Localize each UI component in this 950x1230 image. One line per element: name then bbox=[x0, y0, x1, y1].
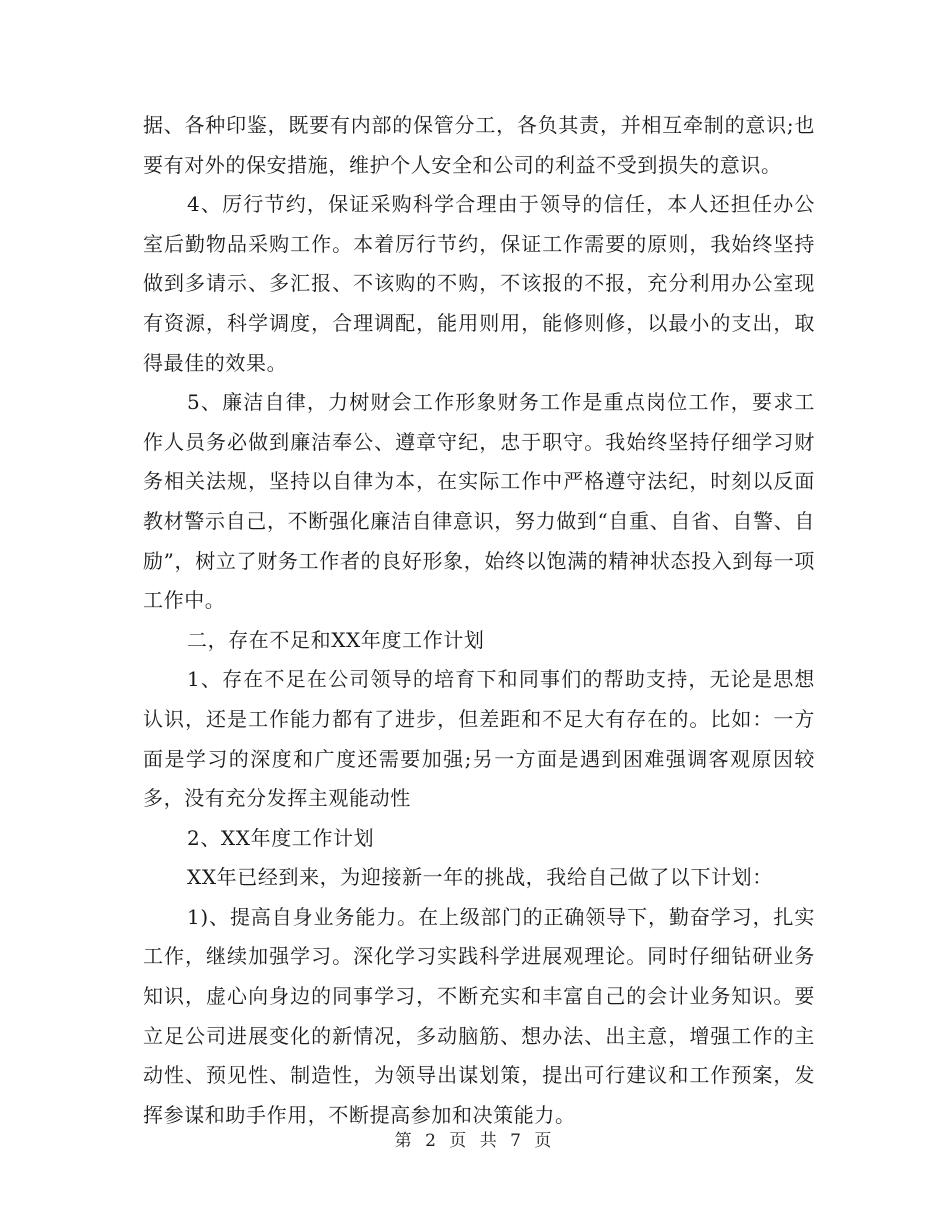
paragraph-continuation: 据、各种印鉴，既要有内部的保管分工，各负其责，并相互牵制的意识;也要有对外的保安措施，维护个人安全和公司的利益不受到损失的意识。 bbox=[143, 113, 815, 177]
page-footer: 第 2 页 共 7 页 bbox=[394, 1131, 556, 1151]
paragraph-item-5: 5、廉洁自律，力树财会工作形象财务工作是重点岗位工作，要求工作人员务必做到廉洁奉公、遵章守纪，忠于职守。我始终坚持仔细学习财务相关法规，坚持以自律为本，在实际工作中严格遵守法纪，时刻以反面教材警示自己，不断强化廉洁自律意识，努力做到“自重、自省、自警、自励”，树立了财务工作者的良好形象，始终以饱满的精神状态投入到每一项工作中。 bbox=[143, 390, 815, 613]
paragraph-item-4: 4、厉行节约，保证采购科学合理由于领导的信任，本人还担任办公室后勤物品采购工作。本着厉行节约，保证工作需要的原则，我始终坚持做到多请示、多汇报、不该购的不购，不该报的不报，充分利用办公室现有资源，科学调度，合理调配，能用则用，能修则修，以最小的支出，取得最佳的效果。 bbox=[143, 192, 815, 375]
subheading-work-plan: 2、XX年度工作计划 bbox=[187, 825, 375, 850]
paragraph-shortcomings: 1、存在不足在公司领导的培育下和同事们的帮助支持，无论是思想认识，还是工作能力都有了进步，但差距和不足大有存在的。比如：一方面是学习的深度和广度还需要加强;另一方面是遇到困难强调客观原因较多，没有充分发挥主观能动性 bbox=[143, 667, 815, 811]
paragraph-plan-item-1: 1)、提高自身业务能力。在上级部门的正确领导下，勤奋学习，扎实工作，继续加强学习。深化学习实践科学进展观理论。同时仔细钻研业务知识，虚心向身边的同事学习，不断充实和丰富自己的会计业务知识。要立足公司进展变化的新情况，多动脑筋、想办法、出主意，增强工作的主动性、预见性、制造性，为领导出谋划策，提出可行建议和工作预案，发挥参谋和助手作用，不断提高参加和决策能力。 bbox=[143, 904, 815, 1127]
page-body bbox=[143, 106, 815, 1135]
section-heading: 二，存在不足和XX年度工作计划 bbox=[187, 627, 485, 652]
paragraph-plan-intro: XX年已经到来，为迎接新一年的挑战，我给自己做了以下计划： bbox=[187, 865, 773, 890]
